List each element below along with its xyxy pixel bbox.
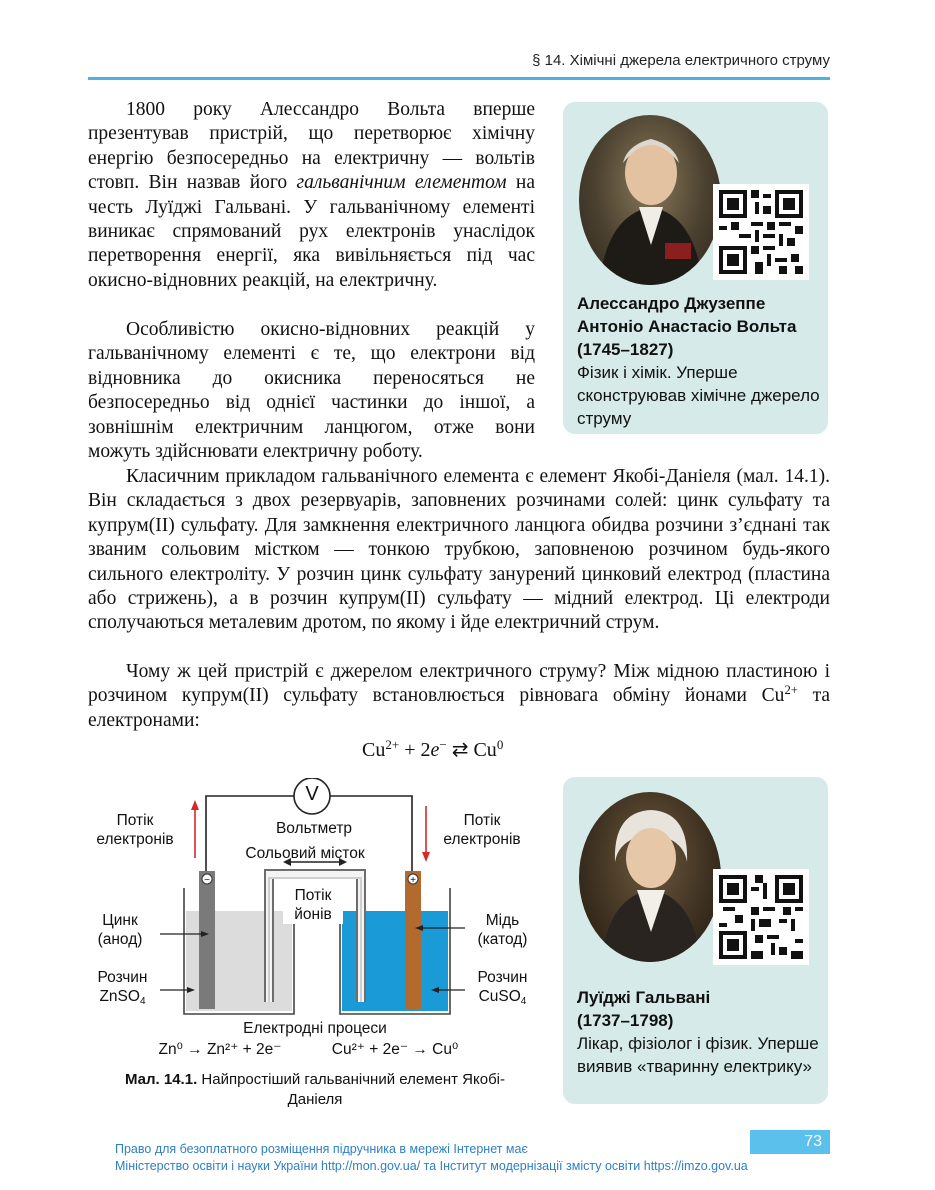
volta-desc: Фізик і хімік. Уперше сконструював хімічне джерело струму	[577, 363, 820, 428]
paragraph-text: на честь Луїджі Гальвані. У гальванічному елементі виникає спрямований рух електронів унаслідок перетворення енергії, яка вивільняється під час окисно-відновних реакцій, на електричну.	[88, 172, 535, 291]
cathode-sign: +	[410, 875, 416, 886]
footer-line-1: Право для безоплатного розміщення підручника в мережі Інтернет має	[115, 1142, 528, 1156]
label-electrode-processes: Електродні процеси	[243, 1020, 387, 1037]
page-number: 73	[750, 1130, 830, 1154]
volta-portrait	[579, 115, 721, 285]
paragraph-text: Особливістю окисно-відновних реакцій у гальванічному елементі є те, що електрони від відновника до окисника переносяться не безпосередньо від однієї частинки до іншої, а зовнішнім електричним ланцюгом, отже вони можуть здійснювати електричну роботу.	[88, 319, 535, 463]
galvani-desc: Лікар, фізіолог і фізик. Уперше виявив «тваринну електрику»	[577, 1034, 819, 1076]
figure-caption	[110, 1070, 520, 1110]
caption-label: Мал. 14.1.	[124, 1071, 198, 1088]
label-ion-flow: Потік йонів	[283, 886, 343, 924]
label-electron-flow-right: Потік електронів	[443, 812, 521, 848]
reaction-cathode: Cu²⁺ + 2e⁻ → Cu⁰	[331, 1041, 459, 1058]
header-rule	[88, 77, 830, 80]
paragraph-text: Класичним прикладом гальванічного елемента є елемент Якобі-Даніеля (мал. 14.1). Він складається з двох резервуарів, заповнених розчинами солей: цинк сульфату та купрум(II) сульфату. Для замкнення електричного ланцюга обидва розчини з’єднані так званим сольовим містком — тонкою трубкою, заповненою розчином будь-якого сильного електроліту. У розчин цинк сульфату занурений цинковий електрод (пластина або стрижень), а в розчин купрум(II) сульфату — мідний електрод. Ці електроди сполучаються металевим дротом, по якому і йде електричний струм.	[88, 466, 830, 634]
label-electron-flow-left: Потік електронів	[96, 812, 174, 848]
equilibrium-equation: $Cu^{2+} + 2e^-$ ⇄ Cu$^0$	[362, 736, 504, 761]
paragraph-redox	[88, 318, 535, 464]
footer-line-2: Міністерство освіти і науки України http://mon.gov.ua/ та Інститут модернізації змісту освіти https://imzo.gov.ua	[115, 1159, 748, 1173]
galvani-card	[563, 777, 828, 1104]
label-voltmeter: Вольтметр	[275, 820, 353, 837]
label-znso4-solution: Розчин ZnSO$_4$	[97, 969, 148, 1008]
label-salt-bridge: Сольовий місток	[245, 845, 365, 862]
paragraph-text: та електронами:	[88, 685, 831, 731]
paragraph-question	[88, 660, 830, 733]
volta-name: Алессандро Джузеппе Антоніо Анастасіо Вольта (1745–1827)	[577, 294, 797, 359]
caption-text: Найпростіший гальванічний елемент Якобі-Даніеля	[197, 1071, 505, 1108]
term-galvanic-element: гальванічним елементом	[296, 172, 507, 194]
paragraph-volta	[88, 98, 535, 293]
qr-code[interactable]	[713, 184, 809, 280]
paragraph-jacobi-daniell	[88, 465, 830, 636]
paragraph-text: Чому ж цей пристрій є джерелом електричного струму? Між мідною пластиною і розчином купрум(II) сульфату встановлюється рівновага обміну йонами Cu	[88, 661, 830, 707]
volta-card	[563, 102, 828, 434]
reaction-anode: Zn⁰ → Zn²⁺ + 2e⁻	[158, 1041, 282, 1058]
galvani-portrait	[579, 792, 721, 962]
qr-code[interactable]	[713, 869, 809, 965]
voltmeter-symbol: V	[305, 783, 319, 805]
anode-sign: −	[204, 875, 210, 886]
paragraph-text: 1800 року Алессандро Вольта вперше презентував пристрій, що перетворює хімічну енергію безпосередньо на електричну — вольтів стовп. Він назвав його	[88, 99, 535, 194]
label-zinc-anode: Цинк (анод)	[97, 912, 143, 948]
figure-galvanic-cell	[85, 778, 555, 1068]
galvani-name: Луїджі Гальвані (1737–1798)	[577, 988, 711, 1030]
section-title: § 14. Хімічні джерела електричного струму	[532, 52, 830, 69]
superscript: 2+	[784, 683, 798, 698]
page-header	[88, 50, 830, 80]
label-copper-cathode: Мідь (катод)	[477, 912, 528, 948]
label-cuso4-solution: Розчин CuSO$_4$	[477, 969, 528, 1008]
